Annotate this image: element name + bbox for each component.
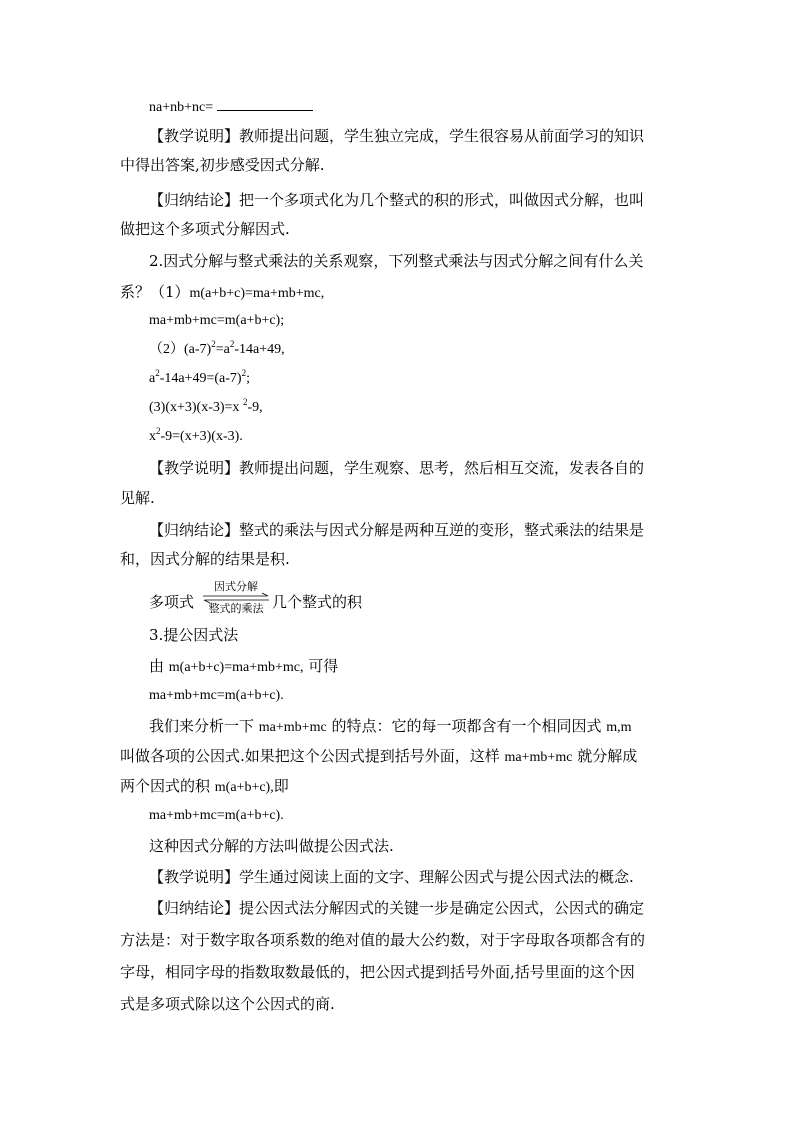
factored-result: ma+mb+mc=m(a+b+c).: [149, 808, 284, 823]
conclusion-3-line-2: 方法是：对于数字取各项系数的绝对值的最大公约数，对于字母取各项都含有的: [120, 931, 646, 949]
example-1-label: 系？（1）: [120, 283, 190, 301]
expr-part: x: [149, 429, 156, 444]
conclusion-1-line-2: 做把这个多项式分解因式.: [120, 220, 290, 238]
conclusion-2-line-2: 和，因式分解的结果是积.: [120, 550, 290, 568]
example-3-reverse: [149, 427, 709, 447]
teaching-note-2-line-2: 见解.: [120, 489, 155, 507]
answer-blank: [217, 97, 313, 111]
teaching-note-1-line-2: 中得出答案,初步感受因式分解.: [120, 156, 325, 174]
exercise-line: [149, 97, 709, 118]
expr-part: m(a+b+c)=ma+mb+mc,: [168, 660, 304, 675]
derivation-line: [149, 656, 709, 678]
analysis-line-1: [149, 716, 709, 738]
expr-part: -9,: [247, 400, 263, 415]
text-part: 就分解成: [572, 747, 638, 765]
text-part: 我们来分析一下: [149, 717, 259, 735]
expr-part: (a-7): [184, 342, 212, 357]
section-2-heading-line-1: 2.因式分解与整式乘法的关系观察，下列整式乘法与因式分解之间有什么关: [149, 252, 644, 270]
derivation-result: ma+mb+mc=m(a+b+c).: [149, 688, 284, 703]
analysis-line-2: [120, 746, 680, 768]
diagram-left-label: 多项式: [149, 593, 195, 611]
exponent: 2: [211, 339, 216, 349]
factorization-relation-diagram: [149, 579, 569, 619]
expr-part: m,m: [606, 720, 632, 735]
example-2-equation: [149, 340, 709, 360]
analysis-line-3: [120, 776, 680, 798]
text-part: 两个因式的积: [120, 777, 215, 795]
expr-part: m(a+b+c),: [214, 780, 274, 795]
conclusion-1-line-1: 【归纳结论】把一个多项式化为几个整式的积的形式，叫做因式分解，也叫: [149, 191, 645, 209]
exponent: 2: [229, 339, 235, 349]
teaching-note-1-line-1: 【教学说明】教师提出问题，学生独立完成，学生很容易从前面学习的知识: [149, 127, 645, 145]
conclusion-3-line-3: 字母，相同字母的指数取数最低的，把公因式提到括号外面,括号里面的这个因: [120, 963, 635, 981]
exercise-expression: na+nb+nc=: [149, 100, 214, 115]
text-part: 叫做各项的公因式.如果把这个公因式提到括号外面，这样: [120, 747, 505, 765]
example-1-reverse: ma+mb+mc=m(a+b+c);: [149, 313, 285, 328]
diagram-bottom-label: 整式的乘法: [208, 602, 264, 615]
expr-part: -9=(x+3)(x-3).: [160, 429, 243, 444]
conclusion-2-line-1: 【归纳结论】整式的乘法与因式分解是两种互逆的变形，整式乘法的结果是: [149, 521, 645, 539]
section-3-heading: 3.提公因式法: [149, 626, 239, 644]
expr-part: ;: [246, 371, 250, 386]
diagram-right-label: 几个整式的积: [272, 593, 363, 611]
example-2-reverse: [149, 369, 709, 389]
example-1-equation: m(a+b+c)=ma+mb+mc,: [189, 286, 325, 301]
text-part: 即: [273, 777, 289, 795]
teaching-note-2-line-1: 【教学说明】教师提出问题，学生观察、思考，然后相互交流，发表各自的: [149, 459, 645, 477]
text-part: 由: [149, 657, 169, 675]
expr-part: (3)(x+3)(x-3)=x: [149, 400, 243, 415]
expr-part: ma+mb+mc: [504, 750, 573, 765]
example-3-equation: [149, 398, 709, 418]
method-definition: 这种因式分解的方法叫做提公因式法.: [149, 837, 394, 855]
expr-part: -14a+49=(a-7): [159, 371, 242, 386]
teaching-note-3: 【教学说明】学生通过阅读上面的文字、理解公因式与提公因式法的概念.: [149, 868, 634, 886]
example-2-label: （2）: [149, 342, 184, 357]
conclusion-3-line-1: 【归纳结论】提公因式法分解因式的关键一步是确定公因式，公因式的确定: [149, 899, 645, 917]
double-arrow: [201, 579, 271, 619]
section-2-heading-line-2: [120, 282, 680, 304]
text-part: 可得: [303, 657, 339, 675]
exponent: 2: [155, 368, 160, 378]
diagram-top-label: 因式分解: [214, 580, 258, 593]
expr-part: -14a+49,: [234, 342, 285, 357]
exponent: 2: [242, 397, 248, 407]
conclusion-3-line-4: 式是多项式除以这个公因式的商.: [120, 995, 335, 1013]
exponent: 2: [241, 368, 247, 378]
expr-part: =a: [215, 342, 230, 357]
exponent: 2: [156, 426, 161, 436]
text-part: 的特点：它的每一项都含有一个相同因式: [326, 717, 607, 735]
expr-part: a: [149, 371, 156, 386]
expr-part: ma+mb+mc: [258, 720, 327, 735]
